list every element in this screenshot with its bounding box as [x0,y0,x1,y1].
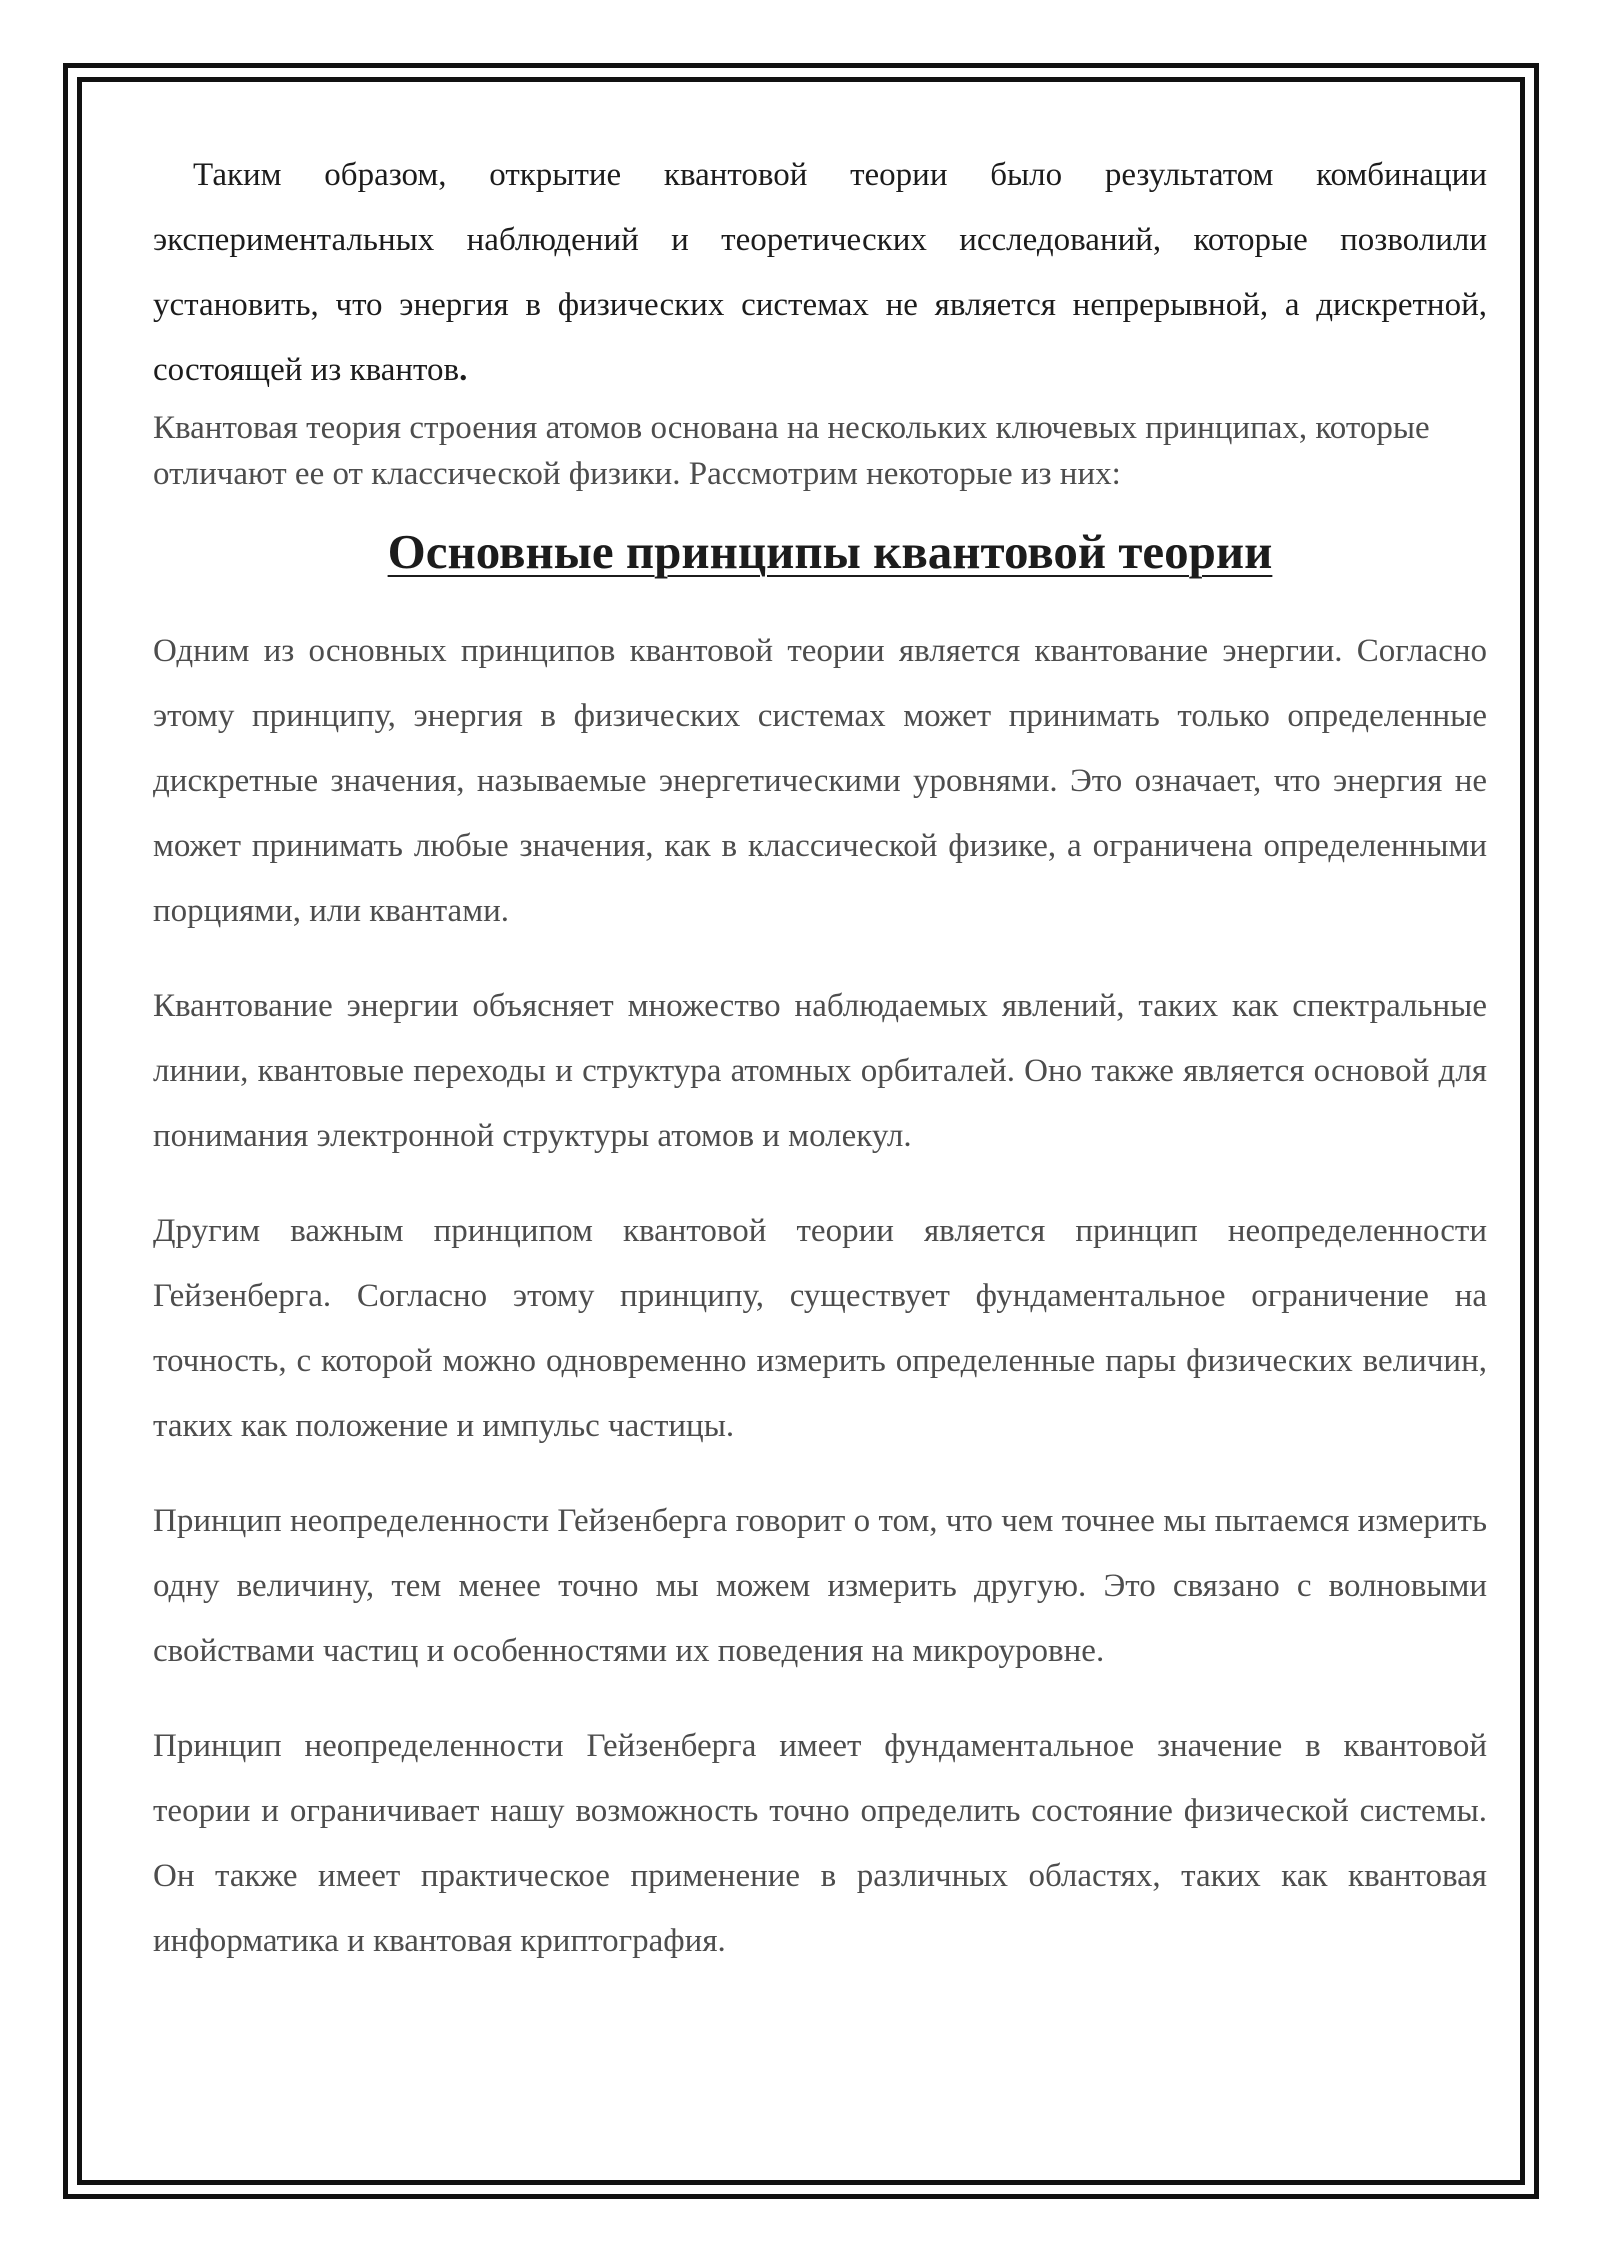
body-paragraph-4: Принцип неопределенности Гейзенберга говорит о том, что чем точнее мы пытаемся измерить одну величину, тем менее точно мы можем измерить другую. Это связано с волновыми свойствами частиц и особенностями их поведения на микроуровне. [153,1503,1487,1669]
section-heading [153,523,1487,580]
body-paragraph-2: Квантование энергии объясняет множество наблюдаемых явлений, таких как спектральные линии, квантовые переходы и структура атомных орбиталей. Оно также является основой для понимания электронной структуры атомов и молекул. [153,988,1487,1154]
intro-paragraph [153,143,1487,403]
section-heading-text: Основные принципы квантовой теории [387,524,1273,579]
lead-paragraph: Квантовая теория строения атомов основана на нескольких ключевых принципах, которые отличают ее от классической физики. Рассмотрим некоторые из них: [153,410,1430,492]
intro-paragraph-end: . [459,352,468,388]
document-content [153,143,1487,1974]
body-paragraph-5: Принцип неопределенности Гейзенберга имеет фундаментальное значение в квантовой теории и ограничивает нашу возможность точно определить состояние физической системы. Он также имеет практическое применение в различных областях, таких как квантовая информатика и квантовая криптография. [153,1728,1487,1959]
body-paragraph-3: Другим важным принципом квантовой теории является принцип неопределенности Гейзенберга. Согласно этому принципу, существует фундаментальное ограничение на точность, с которой можно одновременно измерить определенные пары физических величин, таких как положение и импульс частицы. [153,1213,1487,1444]
intro-paragraph-text: Таким образом, открытие квантовой теории было результатом комбинации экспериментальных наблюдений и теоретических исследований, которые позволили установить, что энергия в физических системах не является непрерывной, а дискретной, состоящей из квантов [153,157,1487,388]
body-paragraph-1: Одним из основных принципов квантовой теории является квантование энергии. Согласно этому принципу, энергия в физических системах может принимать только определенные дискретные значения, называемые энергетическими уровнями. Это означает, что энергия не может принимать любые значения, как в классической физике, а ограничена определенными порциями, или квантами. [153,633,1487,929]
